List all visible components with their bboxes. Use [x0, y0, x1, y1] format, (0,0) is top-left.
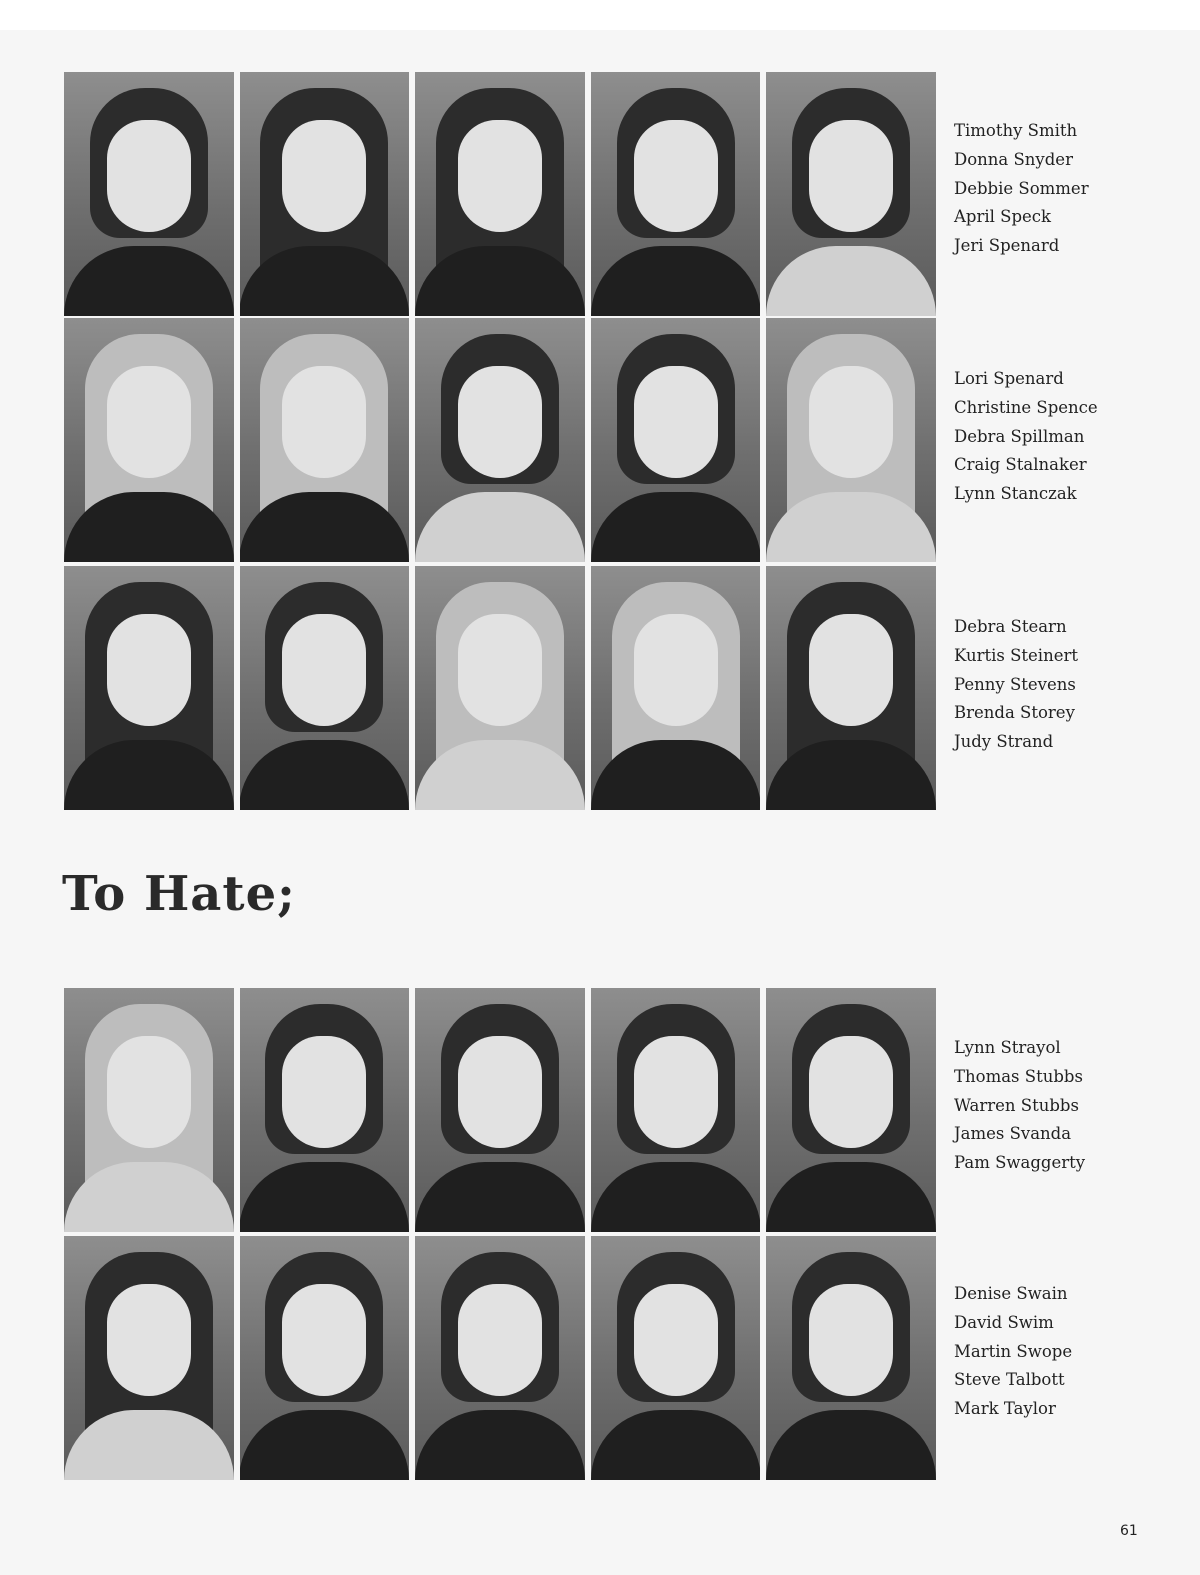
student-portrait: [64, 566, 234, 810]
student-portrait: [240, 988, 410, 1232]
student-name: Debra Spillman: [954, 426, 1085, 446]
student-portrait: [240, 566, 410, 810]
student-portrait: [766, 1236, 936, 1480]
student-name: Donna Snyder: [954, 149, 1073, 169]
student-portrait: [766, 988, 936, 1232]
portrait-row-2: [64, 318, 936, 562]
student-portrait: [591, 72, 761, 316]
student-name: David Swim: [954, 1312, 1054, 1332]
portrait-row-5: [64, 1236, 936, 1480]
student-portrait: [240, 72, 410, 316]
student-portrait: [64, 318, 234, 562]
student-name: April Speck: [954, 207, 1052, 227]
portrait-row-4: [64, 988, 936, 1232]
student-portrait: [591, 566, 761, 810]
student-portrait: [64, 72, 234, 316]
student-portrait: [415, 72, 585, 316]
student-name: Craig Stalnaker: [954, 455, 1087, 475]
student-name: Brenda Storey: [954, 703, 1075, 723]
student-portrait: [766, 318, 936, 562]
student-portrait: [415, 566, 585, 810]
student-name: Denise Swain: [954, 1284, 1068, 1303]
student-name: Debra Stearn: [954, 617, 1067, 636]
student-portrait: [415, 988, 585, 1232]
student-portrait: [64, 1236, 234, 1480]
student-name: Debbie Sommer: [954, 178, 1089, 198]
student-name: Christine Spence: [954, 397, 1098, 417]
student-name: Warren Stubbs: [954, 1095, 1079, 1115]
student-name: Penny Stevens: [954, 674, 1076, 694]
name-list-row-4: [954, 1034, 1154, 1178]
student-portrait: [415, 1236, 585, 1480]
name-list-row-1: [954, 117, 1154, 261]
section-heading: To Hate;: [62, 866, 296, 922]
student-name: Lynn Strayol: [954, 1038, 1061, 1057]
student-portrait: [591, 1236, 761, 1480]
student-portrait: [591, 318, 761, 562]
student-portrait: [766, 566, 936, 810]
name-list-row-2: [954, 365, 1154, 509]
student-name: Jeri Spenard: [954, 236, 1060, 256]
student-name: Martin Swope: [954, 1341, 1073, 1361]
student-portrait: [240, 1236, 410, 1480]
student-name: Mark Taylor: [954, 1399, 1056, 1419]
student-name: James Svanda: [954, 1124, 1072, 1144]
name-list-row-5: [954, 1280, 1154, 1424]
portrait-row-3: [64, 566, 936, 810]
student-name: Lynn Stanczak: [954, 484, 1077, 504]
student-name: Steve Talbott: [954, 1370, 1065, 1390]
student-portrait: [415, 318, 585, 562]
student-portrait: [64, 988, 234, 1232]
student-name: Lori Spenard: [954, 369, 1064, 388]
portrait-row-1: [64, 72, 936, 316]
student-portrait: [240, 318, 410, 562]
student-name: Kurtis Steinert: [954, 645, 1078, 665]
name-list-row-3: [954, 613, 1154, 757]
student-portrait: [591, 988, 761, 1232]
student-name: Pam Swaggerty: [954, 1153, 1086, 1173]
student-name: Judy Strand: [954, 732, 1054, 752]
student-name: Timothy Smith: [954, 121, 1078, 140]
student-portrait: [766, 72, 936, 316]
page-number: 61: [1120, 1523, 1138, 1539]
student-name: Thomas Stubbs: [954, 1066, 1083, 1086]
